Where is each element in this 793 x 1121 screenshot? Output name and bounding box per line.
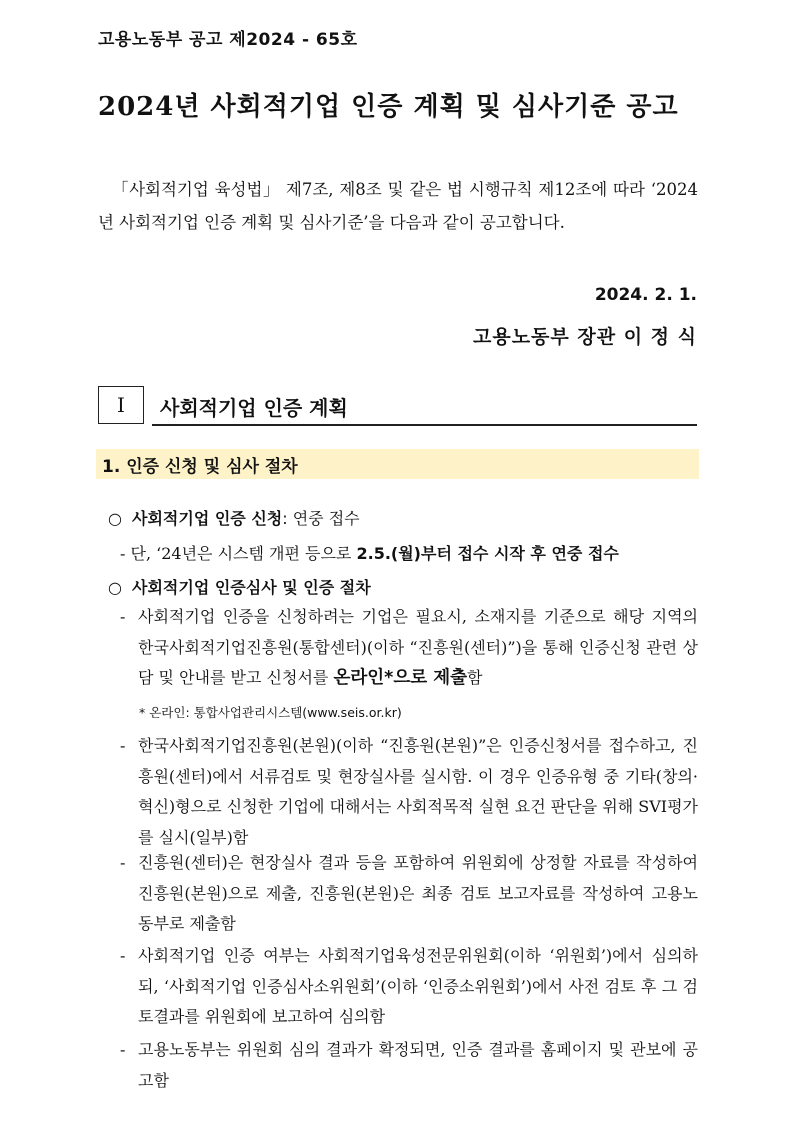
dash-marker: - <box>120 736 126 755</box>
bullet-application <box>108 506 360 529</box>
procedure-item-4-text: 사회적기업 인증 여부는 사회적기업육성전문위원회(이하 ‘위원회’)에서 심의하되, ‘사회적기업 인증심사소위원회’(이하 ‘인증소위원회’)에서 사전 검토 후 그 검토결과를 위원회에 보고하여 심의함 <box>138 946 698 1026</box>
intro-paragraph <box>98 173 698 239</box>
procedure-item-5-text: 고용노동부는 위원회 심의 결과가 확정되면, 인증 결과를 홈페이지 및 관보에 공고함 <box>138 1040 698 1090</box>
procedure-item-1-text: 사회적기업 인증을 신청하려는 기업은 필요시, 소재지를 기준으로 해당 지역의 한국사회적기업진흥원(통합센터)(이하 “진흥원(센터)”)을 통해 인증신청 관련 상담 및 안내를 받고 신청서를 <box>138 607 698 687</box>
procedure-item-1-tail: 함 <box>467 668 483 687</box>
procedure-item-3-text: 진흥원(센터)은 현장실사 결과 등을 포함하여 위원회에 상정할 자료를 작성하여 진흥원(본원)으로 제출, 진흥원(본원)은 최종 검토 보고자료를 작성하여 고용노동부로 제출함 <box>138 853 698 933</box>
announcement-date: 2024. 2. 1. <box>594 285 697 305</box>
minister-signature: 고용노동부 장관 이 정 식 <box>473 326 697 348</box>
application-note-emphasis: 2.5.(월)부터 접수 시작 후 연중 접수 <box>356 544 619 563</box>
procedure-item-1 <box>120 602 698 694</box>
notice-number: 고용노동부 공고 제2024 - 65호 <box>98 30 358 50</box>
section-numeral-box <box>98 386 144 424</box>
dash-marker: - <box>120 853 126 872</box>
procedure-item-5 <box>120 1035 698 1096</box>
application-note <box>120 541 619 564</box>
section-underline <box>152 424 697 426</box>
dash-marker: - <box>120 946 126 965</box>
procedure-item-3 <box>120 848 698 940</box>
document-title: 2024년 사회적기업 인증 계획 및 심사기준 공고 <box>98 92 679 122</box>
section-title: 사회적기업 인증 계획 <box>160 396 348 420</box>
bullet-application-label: 사회적기업 인증 신청 <box>132 509 283 528</box>
dash-marker: - <box>120 1040 126 1059</box>
bullet-certification-procedure <box>108 575 371 598</box>
online-submission-emphasis: 온라인*으로 제출 <box>333 668 468 688</box>
procedure-item-1-body <box>138 602 698 694</box>
subsection-title: 1. 인증 신청 및 심사 절차 <box>102 457 298 477</box>
procedure-item-4 <box>120 941 698 1033</box>
online-footnote: * 온라인: 통합사업관리시스템(www.seis.or.kr) <box>139 705 402 720</box>
bullet-procedure-label: 사회적기업 인증심사 및 인증 절차 <box>132 578 371 597</box>
procedure-item-2-text: 한국사회적기업진흥원(본원)(이하 “진흥원(본원)”은 인증신청서를 접수하고, 진흥원(센터)에서 서류검토 및 현장실사를 실시함. 이 경우 인증유형 중 기타(창의·혁신)형으로 신청한 기업에 대해서는 사회적목적 실현 요건 판단을 위해 SVI평가를 실시(일부)함 <box>138 736 698 847</box>
circle-bullet-icon: ○ <box>108 509 122 528</box>
intro-text: 「사회적기업 육성법」 제7조, 제8조 및 같은 법 시행규칙 제12조에 따라 ‘2024년 사회적기업 인증 계획 및 심사기준’을 다음과 같이 공고합니다. <box>98 180 698 232</box>
section-numeral: Ⅰ <box>117 393 125 417</box>
procedure-item-2 <box>120 731 698 853</box>
bullet-application-value: : 연중 접수 <box>282 509 360 528</box>
application-note-text: - 단, ‘24년은 시스템 개편 등으로 <box>120 544 357 563</box>
circle-bullet-icon: ○ <box>108 578 122 597</box>
dash-marker: - <box>120 607 126 626</box>
